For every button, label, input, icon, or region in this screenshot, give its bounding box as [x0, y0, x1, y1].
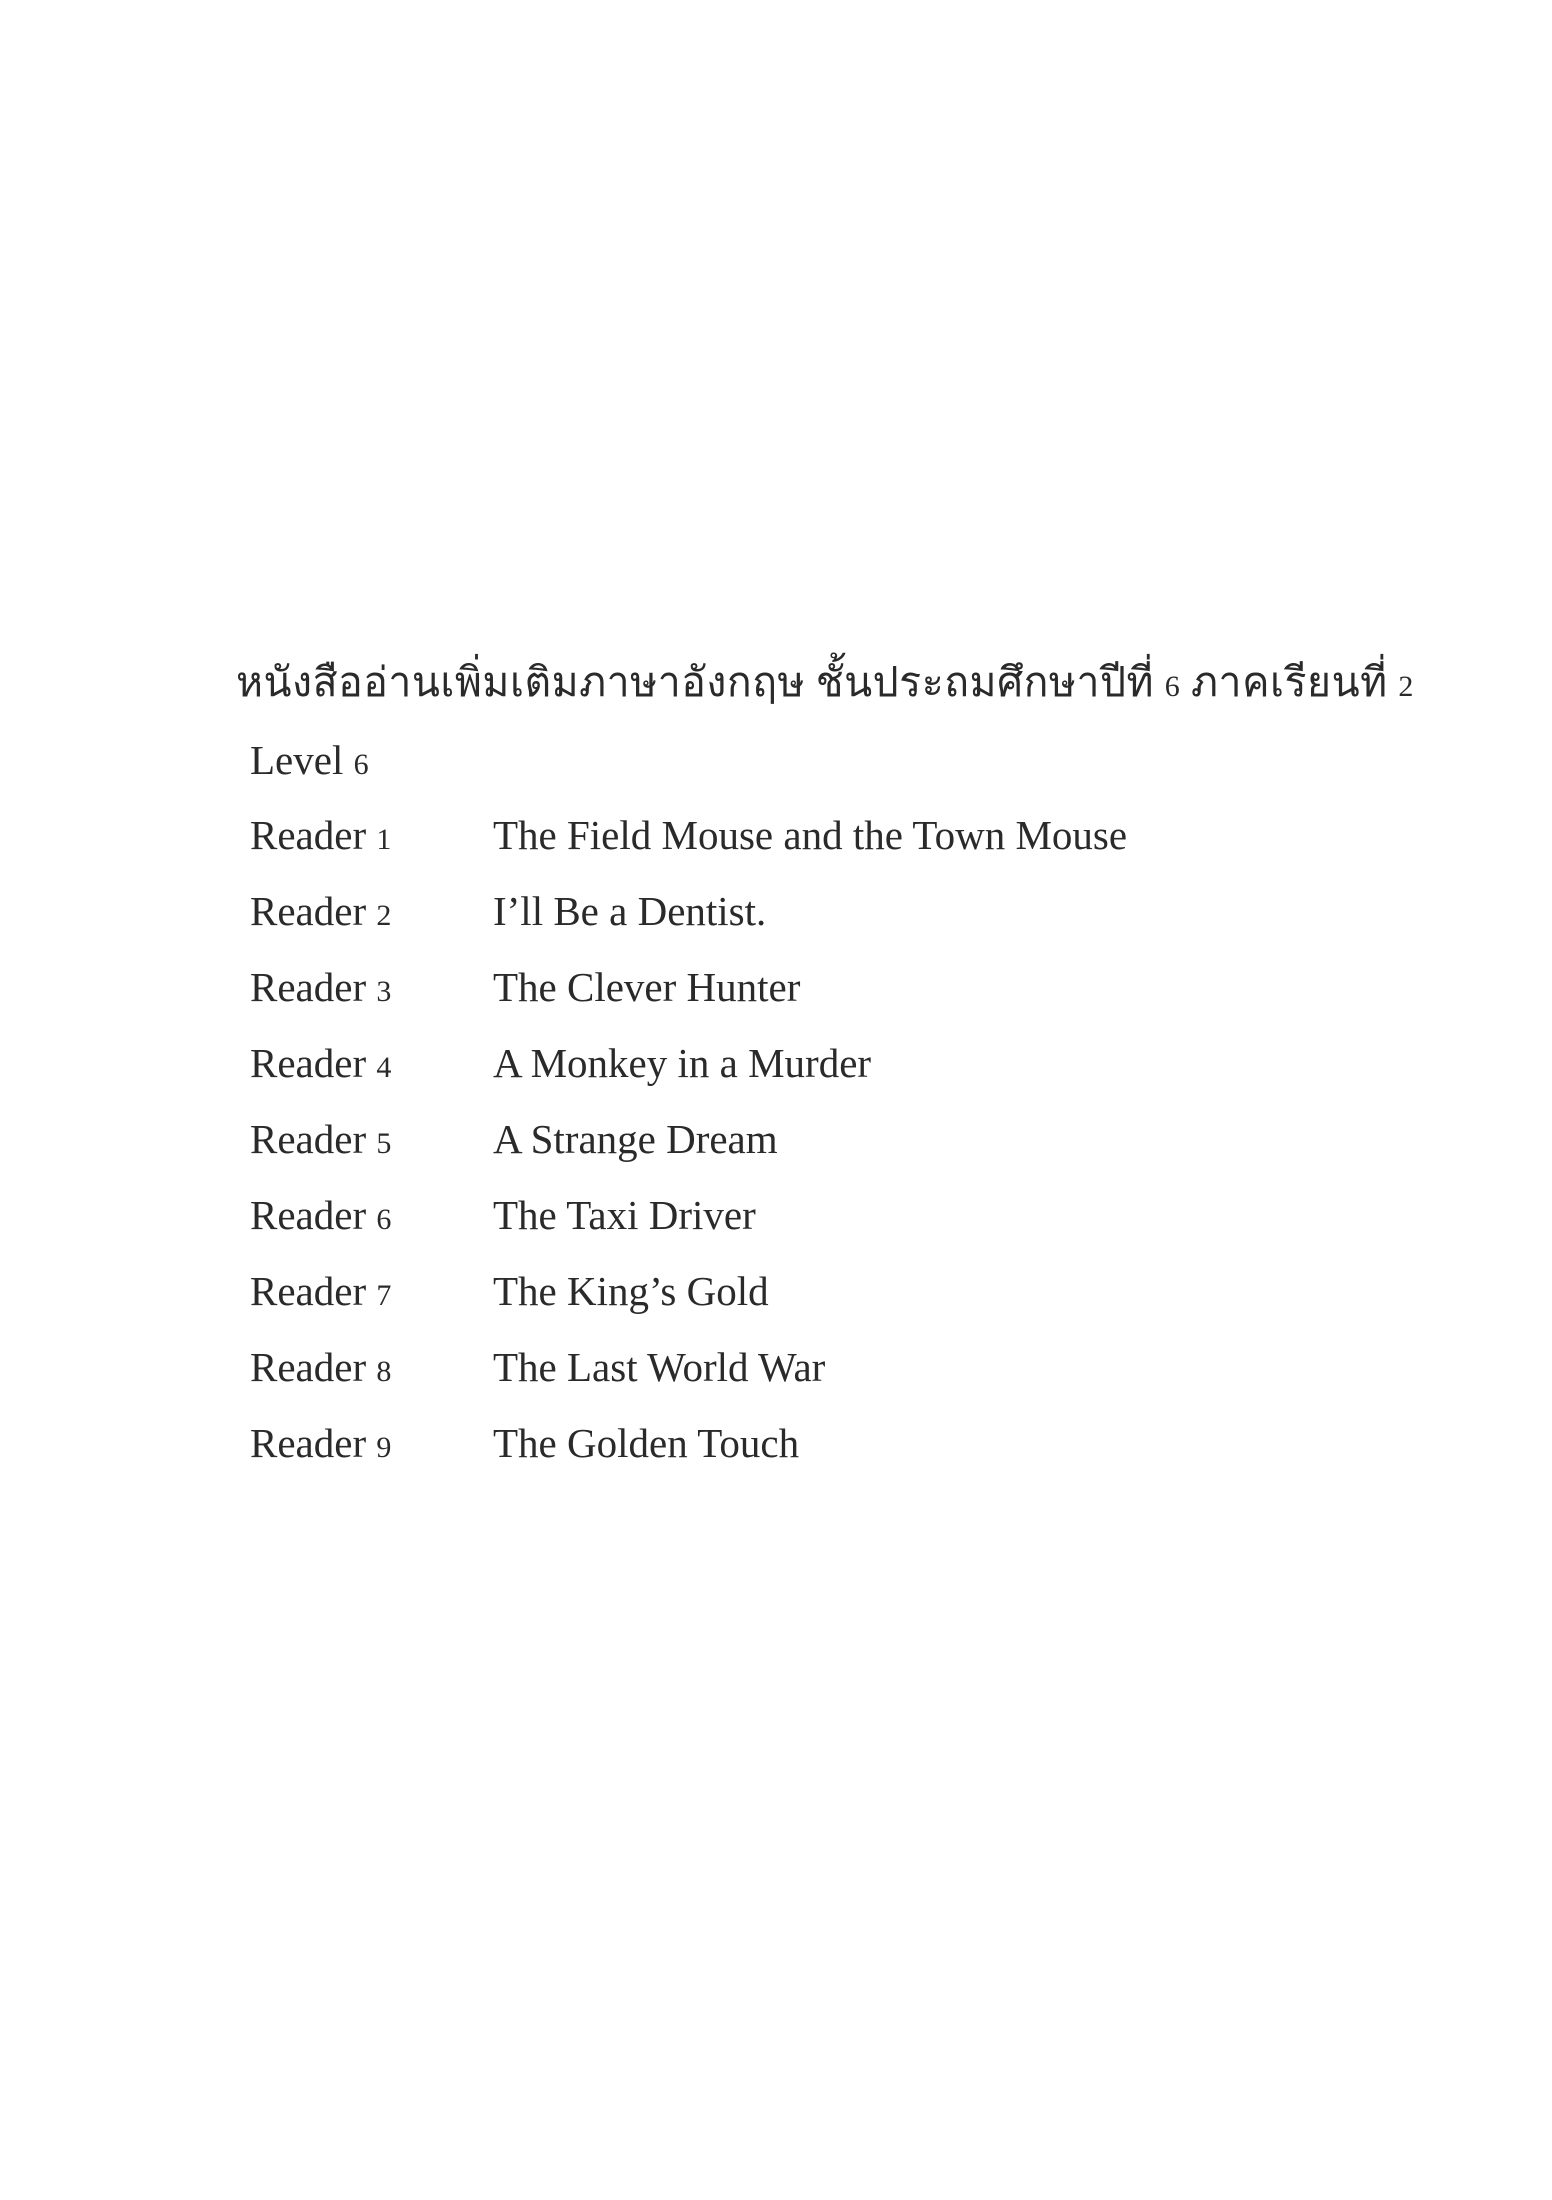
reader-title: The King’s Gold [493, 1268, 769, 1314]
reader-title: A Monkey in a Murder [493, 1040, 872, 1086]
reader-label [250, 1036, 391, 1095]
level-label: Level [250, 737, 344, 783]
reader-label [250, 1112, 391, 1171]
reader-number: 2 [376, 899, 392, 932]
reader-label [250, 808, 391, 867]
reader-label-text: Reader [250, 1040, 367, 1086]
level-line [250, 733, 369, 792]
reader-title: The Taxi Driver [493, 1192, 756, 1238]
page-heading [236, 655, 1414, 714]
heading-thai-text: หนังสืออ่านเพิ่มเติมภาษาอังกฤษ ชั้นประถมศึกษาปีที่ [236, 659, 1155, 705]
reader-label [250, 1416, 391, 1475]
reader-label-text: Reader [250, 1192, 367, 1238]
reader-title: The Last World War [493, 1344, 826, 1390]
reader-label-text: Reader [250, 1420, 367, 1466]
heading-grade-number: 6 [1164, 670, 1181, 703]
reader-label-text: Reader [250, 1268, 367, 1314]
heading-term-label: ภาคเรียนที่ [1191, 659, 1388, 705]
reader-number: 6 [376, 1203, 392, 1236]
reader-label-text: Reader [250, 1344, 367, 1390]
reader-title: The Clever Hunter [493, 964, 801, 1010]
reader-number: 4 [376, 1051, 392, 1084]
reader-label-text: Reader [250, 888, 367, 934]
reader-label [250, 1188, 391, 1247]
reader-label [250, 960, 391, 1019]
heading-term-number: 2 [1398, 670, 1414, 703]
reader-number: 1 [376, 823, 392, 856]
reader-title: The Golden Touch [493, 1420, 800, 1466]
reader-label-text: Reader [250, 964, 367, 1010]
reader-number: 7 [376, 1279, 392, 1312]
reader-label [250, 884, 391, 943]
reader-label [250, 1264, 391, 1323]
reader-label-text: Reader [250, 812, 367, 858]
reader-label-text: Reader [250, 1116, 367, 1162]
reader-number: 9 [376, 1431, 392, 1464]
reader-number: 3 [376, 975, 392, 1008]
reader-title: I’ll Be a Dentist. [493, 888, 767, 934]
reader-label [250, 1340, 391, 1399]
reader-title: The Field Mouse and the Town Mouse [493, 812, 1128, 858]
reader-number: 8 [376, 1355, 392, 1388]
reader-number: 5 [376, 1127, 392, 1160]
level-number: 6 [353, 748, 369, 781]
reader-title: A Strange Dream [493, 1116, 778, 1162]
